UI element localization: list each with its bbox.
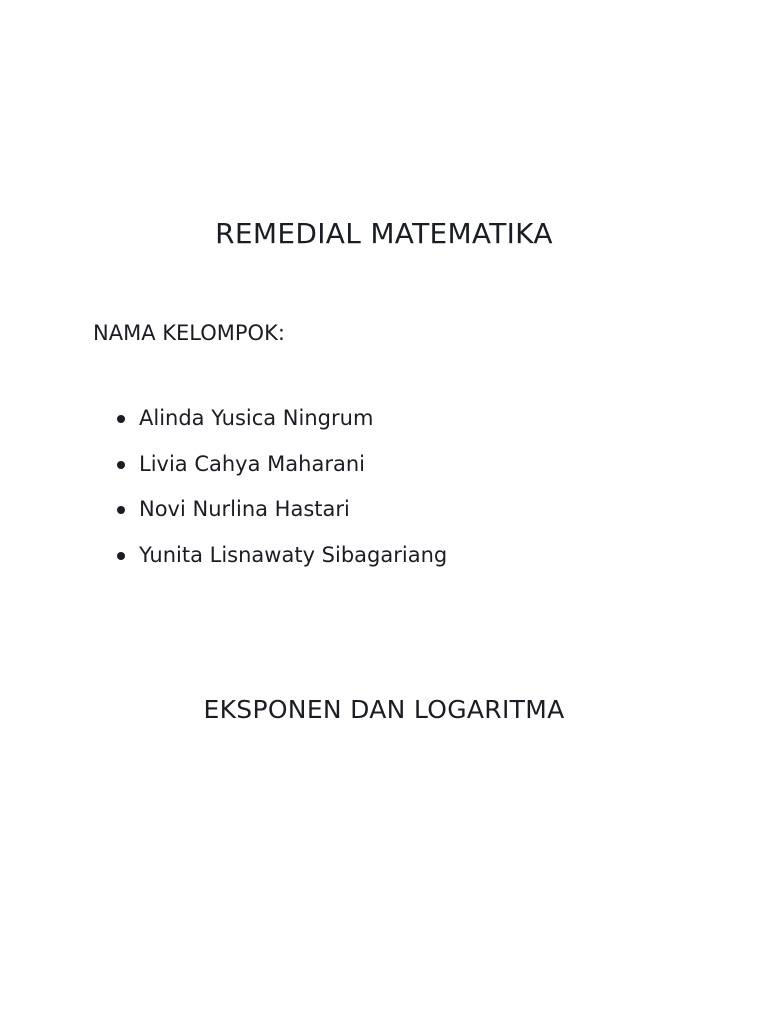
bullet-icon	[117, 552, 125, 560]
document-title: REMEDIAL MATEMATIKA	[215, 217, 553, 250]
list-item	[114, 450, 447, 496]
group-label: NAMA KELOMPOK:	[93, 321, 285, 345]
member-name: Novi Nurlina Hastari	[139, 497, 350, 521]
member-name: Livia Cahya Maharani	[139, 451, 365, 476]
list-item	[114, 495, 447, 541]
member-list	[114, 404, 447, 586]
bullet-icon	[117, 415, 125, 423]
list-item	[114, 404, 447, 450]
bullet-icon	[117, 461, 125, 469]
document-subtitle: EKSPONEN DAN LOGARITMA	[203, 695, 565, 724]
bullet-icon	[117, 506, 125, 514]
member-name: Alinda Yusica Ningrum	[139, 406, 374, 430]
list-item	[114, 541, 447, 587]
member-name: Yunita Lisnawaty Sibagariang	[139, 542, 448, 567]
